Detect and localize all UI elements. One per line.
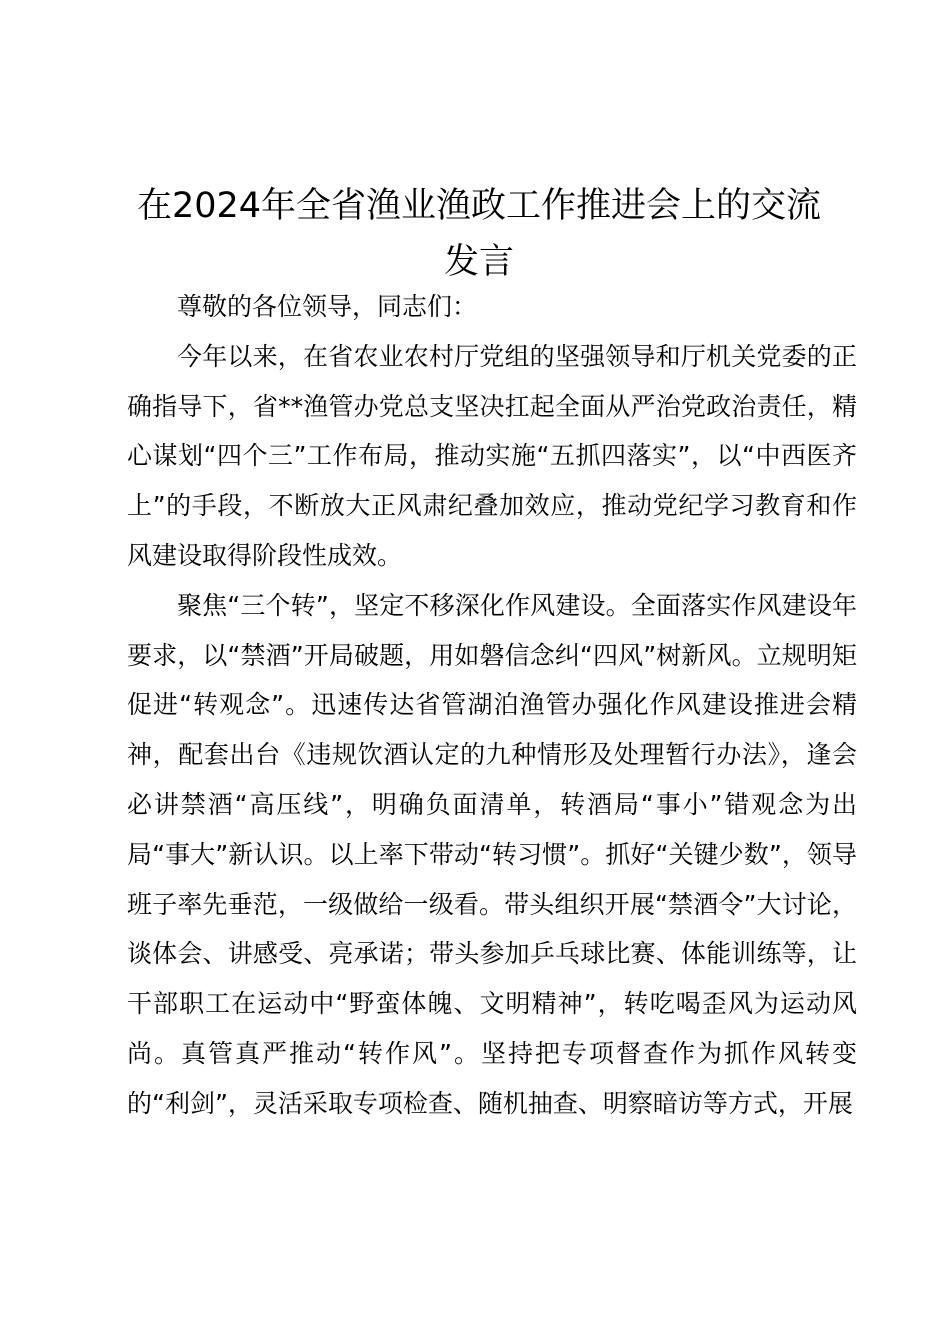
paragraph-2: 聚焦“三个转”，坚定不移深化作风建设。全面落实作风建设年要求，以“禁酒”开局破题，用如磐信念纠“四风”树新风。立规明矩促进“转观念”。迅速传达省管湖泊渔管办强化作风建设推进会精神，配套出台《违规饮酒认定的九种情形及处理暂行办法》，逢会必讲禁酒“高压线”，明确负面清单，转酒局“事小”错观念为出局“事大”新认识。以上率下带动“转习惯”。抓好“关键少数”，领导班子率先垂范，一级做给一级看。带头组织开展“禁酒令”大讨论，谈体会、讲感受、亮承诺；带头参加乒乓球比赛、体能训练等，让干部职工在运动中“野蛮体魄、文明精神”，转吃喝歪风为运动风尚。真管真严推动“转作风”。坚持把专项督查作为抓作风转变的“利剑”，灵活采取专项检查、随机抽查、明察暗访等方式，开展	[127, 590, 857, 1118]
paragraph-1: 今年以来，在省农业农村厅党组的坚强领导和厅机关党委的正确指导下，省**渔管办党总支坚决扛起全面从严治党政治责任，精心谋划“四个三”工作布局，推动实施“五抓四落实”，以“中西医齐上”的手段，不断放大正风肃纪叠加效应，推动党纪学习教育和作风建设取得阶段性成效。	[127, 341, 857, 570]
document-body	[127, 282, 857, 1129]
salutation: 尊敬的各位领导，同志们：	[177, 292, 478, 321]
document-title: 在2024年全省渔业渔政工作推进会上的交流发言	[136, 186, 822, 282]
